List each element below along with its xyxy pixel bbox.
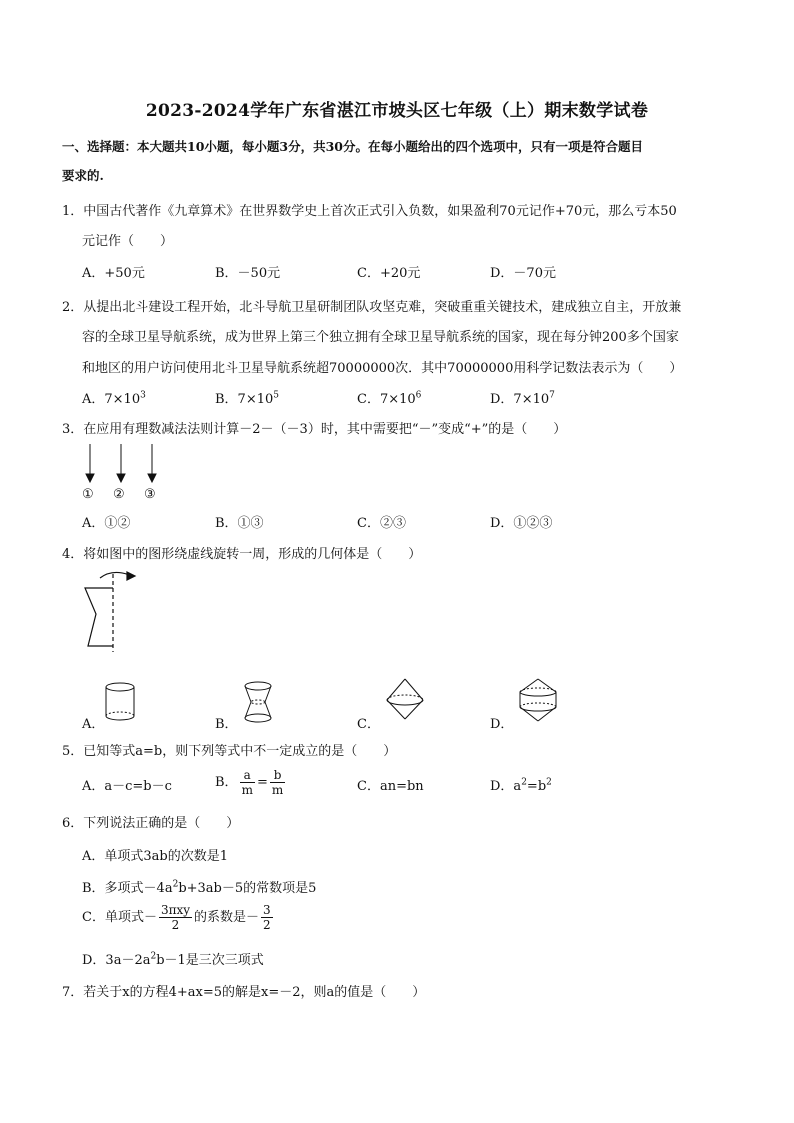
- q2-stem-line3: 和地区的用户访问使用北斗卫星导航系统超70000000次．其中70000000用科学记数法表示为（ ）: [82, 361, 683, 376]
- profile-shape: [85, 588, 113, 646]
- q6-option-b: B．多项式$-4a^2b+3ab-5$的常数项是5: [82, 879, 317, 896]
- q2-option-b: B．$7\times 10^5$: [215, 390, 279, 407]
- q1-option-b: B．－50元: [215, 266, 281, 281]
- arrowhead-2: [117, 474, 125, 482]
- q4-option-c: C．: [357, 717, 380, 732]
- q2-stem-line1: 2．从提出北斗建设工程开始，北斗导航卫星研制团队攻坚克难，突破重重关键技术，建成独立自主，开放兼: [62, 300, 682, 315]
- q2-stem-line2: 容的全球卫星导航系统，成为世界上第三个独立拥有全球卫星导航系统的国家，现在每分钟200多个国家: [82, 330, 679, 345]
- arrowhead-1: [86, 474, 94, 482]
- q3-marker-2: ②: [113, 487, 125, 502]
- q3-option-d: D．①②③: [490, 516, 553, 531]
- q3-marker-3: ③: [144, 487, 156, 502]
- q4-rotation-figure: [80, 568, 150, 653]
- q4-option-d-cone-cylinder-cone: [516, 676, 560, 724]
- q4-option-a-cylinder: [100, 680, 140, 724]
- q5-option-d: D．$a^2=b^2$: [490, 777, 552, 794]
- q4-option-b: B．: [215, 717, 238, 732]
- q2-option-a: A．$7\times 10^3$: [82, 390, 146, 407]
- q3-stem-line1: 3．在应用有理数减法法则计算－2－（－3）时，其中需要把“－”变成“+”的是（ ）: [62, 422, 567, 437]
- arrowhead-3: [148, 474, 156, 482]
- q6-option-d: D．$3a-2a^2b-1$是三次三项式: [82, 951, 264, 968]
- q3-option-c: C．②③: [357, 516, 406, 531]
- q4-option-a: A．: [82, 717, 105, 732]
- rotation-arrowhead: [127, 572, 135, 580]
- q5-option-b: B． $\frac{a}{m}$ = $\frac{b}{m}$: [215, 768, 284, 797]
- section-heading-line2: 要求的.: [62, 168, 104, 183]
- q6-option-c: C．单项式－ $\frac{\text{3πxy}}{2}$ 的系数是－ $\frac{3}{2}$: [82, 903, 271, 932]
- q3-option-b: B．①③: [215, 516, 264, 531]
- q4-option-b-hourglass: [238, 680, 278, 724]
- q5-option-a: A．a－c=b－c: [82, 779, 172, 794]
- q6-option-a: A．单项式3ab的次数是1: [82, 849, 229, 864]
- q4-option-d: D．: [490, 717, 514, 732]
- q4-stem-line1: 4．将如图中的图形绕虚线旋转一周，形成的几何体是（ ）: [62, 547, 422, 562]
- q2-option-c: C．$7\times 10^6$: [357, 390, 422, 407]
- q6-stem-line1: 6．下列说法正确的是（ ）: [62, 816, 240, 831]
- page-title: 2023-2024学年广东省湛江市坡头区七年级（上）期末数学试卷: [145, 101, 649, 121]
- q1-option-d: D．－70元: [490, 266, 556, 281]
- q4-option-c-double-cone: [383, 676, 427, 722]
- q3-option-a: A．①②: [82, 516, 131, 531]
- q2-option-d: D．$7\times 10^7$: [490, 390, 555, 407]
- q7-stem-line1: 7．若关于x的方程4+ax=5的解是x=－2，则a的值是（ ）: [62, 985, 426, 1000]
- q1-stem-line2: 元记作（ ）: [82, 234, 174, 249]
- q1-option-a: A．+50元: [82, 266, 145, 281]
- q1-stem-line1: 1．中国古代著作《九章算术》在世界数学史上首次正式引入负数，如果盈利70元记作+70元，那么亏本50: [62, 204, 677, 219]
- q5-stem-line1: 5．已知等式a=b，则下列等式中不一定成立的是（ ）: [62, 744, 397, 759]
- section-heading-line1: 一、选择题：本大题共10小题，每小题3分，共30分。在每小题给出的四个选项中，只有一项是符合题目: [62, 139, 643, 154]
- q1-option-c: C．+20元: [357, 266, 421, 281]
- q3-marker-1: ①: [82, 487, 94, 502]
- q5-option-c: C．an=bn: [357, 779, 424, 794]
- q3-arrows-diagram: [80, 440, 170, 490]
